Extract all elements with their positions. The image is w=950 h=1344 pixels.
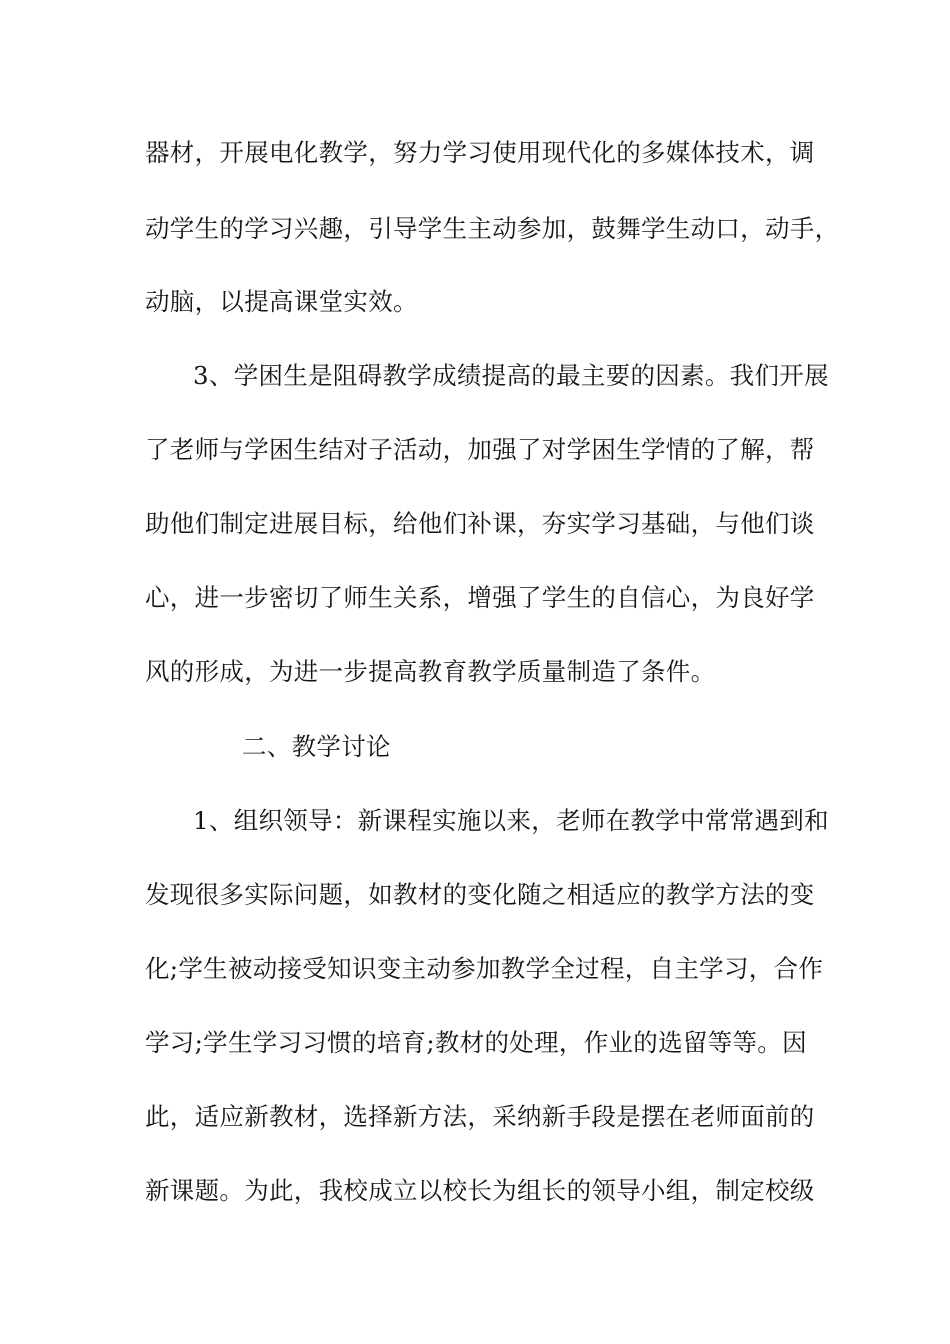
paragraph-line: 助他们制定进展目标，给他们补课，夯实学习基础，与他们谈 xyxy=(145,509,815,538)
paragraph-line: 新课题。为此，我校成立以校长为组长的领导小组，制定校级 xyxy=(145,1176,815,1205)
paragraph-line: 了老师与学困生结对子活动，加强了对学困生学情的了解，帮 xyxy=(145,435,815,464)
section-heading: 二、教学讨论 xyxy=(242,732,391,761)
paragraph-line: 发现很多实际问题，如教材的变化随之相适应的教学方法的变 xyxy=(145,880,815,909)
paragraph-line: 动脑，以提高课堂实效。 xyxy=(145,287,418,316)
paragraph-line: 心，进一步密切了师生关系，增强了学生的自信心，为良好学 xyxy=(145,583,815,612)
paragraph-line: 3、学困生是阻碍教学成绩提高的最主要的因素。我们开展 xyxy=(193,361,829,390)
paragraph-line: 器材，开展电化教学，努力学习使用现代化的多媒体技术，调 xyxy=(145,138,815,167)
paragraph-line: 动学生的学习兴趣，引导学生主动参加，鼓舞学生动口，动手， xyxy=(145,214,840,243)
paragraph-line: 学习;学生学习习惯的培育;教材的处理，作业的选留等等。因 xyxy=(145,1028,807,1057)
paragraph-line: 1、组织领导：新课程实施以来，老师在教学中常常遇到和 xyxy=(193,806,829,835)
paragraph-line: 化;学生被动接受知识变主动参加教学全过程，自主学习，合作 xyxy=(145,954,824,983)
paragraph-line: 风的形成，为进一步提高教育教学质量制造了条件。 xyxy=(145,657,716,686)
paragraph-line: 此，适应新教材，选择新方法，采纳新手段是摆在老师面前的 xyxy=(145,1102,815,1131)
